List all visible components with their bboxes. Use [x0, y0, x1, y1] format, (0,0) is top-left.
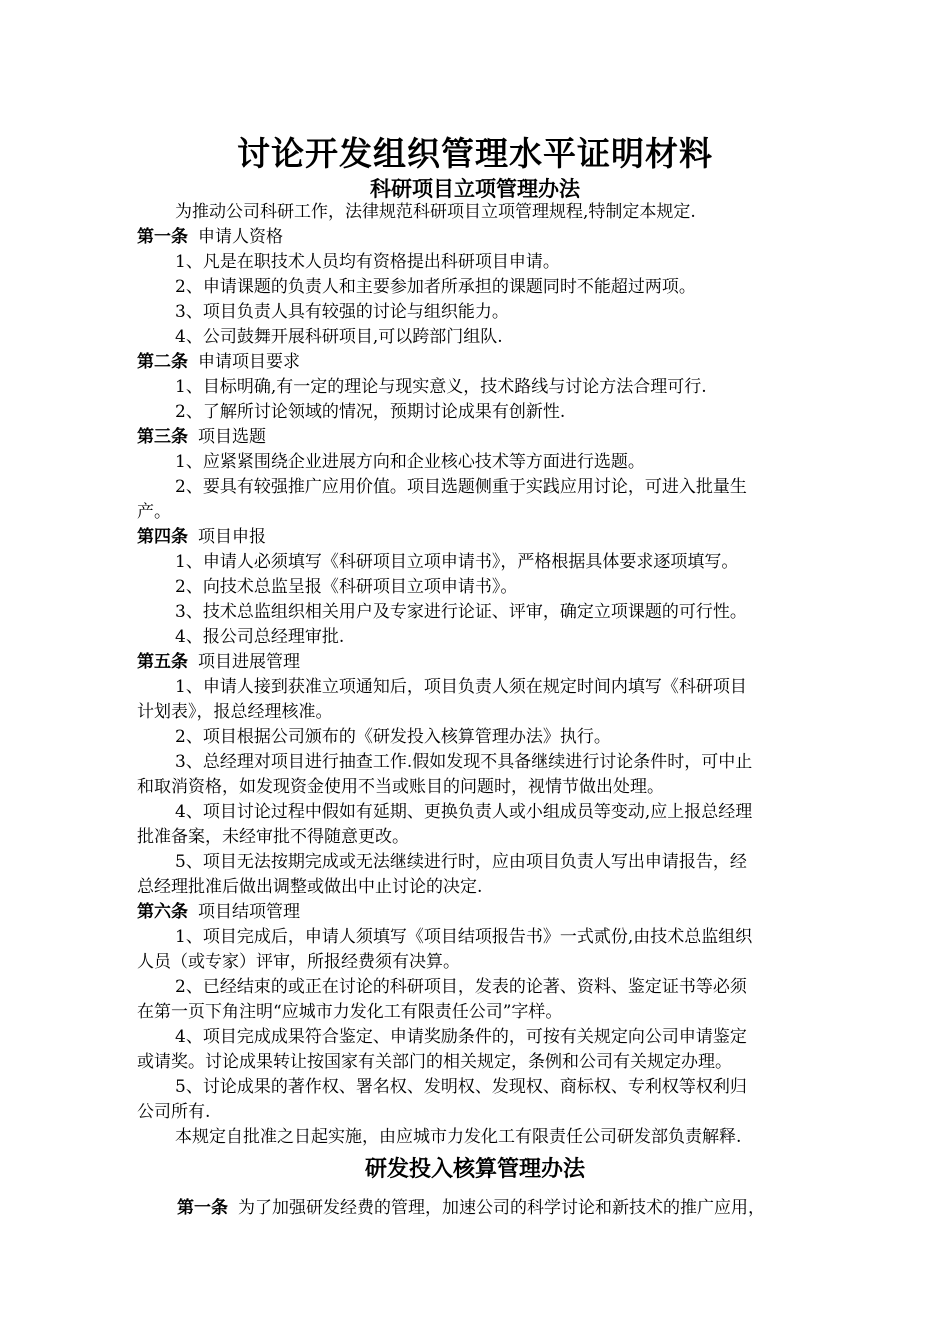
clause-line: 1、凡是在职技术人员均有资格提出科研项目申请。 — [175, 252, 560, 272]
article-title: 项目进展管理 — [198, 652, 300, 672]
clause-line: 2、项目根据公司颁布的《研发投入核算管理办法》执行。 — [175, 727, 611, 747]
clause-line: 2、申请课题的负责人和主要参加者所承担的课题同时不能超过两项。 — [175, 277, 696, 297]
article-heading — [137, 425, 266, 449]
article-heading — [137, 525, 266, 549]
clause-line: 5、讨论成果的著作权、署名权、发明权、发现权、商标权、专利权等权利归 — [175, 1077, 747, 1097]
article-title: 申请人资格 — [198, 227, 283, 247]
article-number: 第一条 — [177, 1198, 228, 1218]
article-text: 为了加强研发经费的管理，加速公司的科学讨论和新技术的推广应用， — [238, 1198, 765, 1218]
clause-line: 1、申请人必须填写《科研项目立项申请书》，严格根据具体要求逐项填写。 — [175, 552, 739, 572]
section-title: 科研项目立项管理办法 — [370, 177, 580, 201]
clause-line: 4、项目完成成果符合鉴定、申请奖励条件的，可按有关规定向公司申请鉴定 — [175, 1027, 747, 1047]
clause-line: 产。 — [137, 502, 171, 522]
clause-line: 和取消资格，如发现资金使用不当或账目的问题时，视情节做出处理。 — [137, 777, 664, 797]
article-title: 项目选题 — [198, 427, 266, 447]
article-number: 第二条 — [137, 352, 188, 372]
article-heading — [137, 900, 300, 924]
article-heading — [137, 350, 300, 374]
article-number: 第六条 — [137, 902, 188, 922]
article-title: 项目结项管理 — [198, 902, 300, 922]
intro-paragraph: 为推动公司科研工作，法律规范科研项目立项管理规程,特制定本规定. — [175, 202, 696, 222]
article-heading — [177, 1196, 765, 1220]
section-title: 研发投入核算管理办法 — [364, 1157, 585, 1182]
closing-paragraph: 本规定自批准之日起实施，由应城市力发化工有限责任公司研发部负责解释. — [175, 1127, 742, 1147]
clause-line: 3、项目负责人具有较强的讨论与组织能力。 — [175, 302, 509, 322]
clause-line: 4、公司鼓舞开展科研项目,可以跨部门组队. — [175, 327, 503, 347]
clause-line: 1、申请人接到获准立项通知后，项目负责人须在规定时间内填写《科研项目 — [175, 677, 747, 697]
clause-line: 4、项目讨论过程中假如有延期、更换负责人或小组成员等变动,应上报总经理 — [175, 802, 753, 822]
clause-line: 4、报公司总经理审批. — [175, 627, 345, 647]
clause-line: 计划表》，报总经理核准。 — [137, 702, 333, 722]
clause-line: 或请奖。讨论成果转让按国家有关部门的相关规定，条例和公司有关规定办理。 — [137, 1052, 732, 1072]
clause-line: 1、应紧紧围绕企业进展方向和企业核心技术等方面进行选题。 — [175, 452, 645, 472]
clause-line: 2、了解所讨论领域的情况，预期讨论成果有创新性. — [175, 402, 566, 422]
clause-line: 1、项目完成后，申请人须填写《项目结项报告书》一式贰份,由技术总监组织 — [175, 927, 753, 947]
document-title: 讨论开发组织管理水平证明材料 — [237, 134, 713, 173]
clause-line: 2、要具有较强推广应用价值。项目选题侧重于实践应用讨论，可进入批量生 — [175, 477, 747, 497]
clause-line: 人员（或专家）评审，所报经费须有决算。 — [137, 952, 460, 972]
article-title: 申请项目要求 — [198, 352, 300, 372]
article-number: 第三条 — [137, 427, 188, 447]
article-number: 第一条 — [137, 227, 188, 247]
clause-line: 1、目标明确,有一定的理论与现实意义，技术路线与讨论方法合理可行. — [175, 377, 707, 397]
article-heading — [137, 225, 283, 249]
clause-line: 2、向技术总监呈报《科研项目立项申请书》。 — [175, 577, 518, 597]
clause-line: 2、已经结束的或正在讨论的科研项目，发表的论著、资料、鉴定证书等必须 — [175, 977, 747, 997]
clause-line: 3、技术总监组织相关用户及专家进行论证、评审，确定立项课题的可行性。 — [175, 602, 747, 622]
clause-line: 在第一页下角注明“应城市力发化工有限责任公司”字样。 — [137, 1002, 563, 1022]
clause-line: 5、项目无法按期完成或无法继续进行时，应由项目负责人写出申请报告，经 — [175, 852, 747, 872]
clause-line: 公司所有. — [137, 1102, 211, 1122]
clause-line: 批准备案，未经审批不得随意更改。 — [137, 827, 409, 847]
article-number: 第五条 — [137, 652, 188, 672]
clause-line: 3、总经理对项目进行抽查工作.假如发现不具备继续进行讨论条件时，可中止 — [175, 752, 753, 772]
clause-line: 总经理批准后做出调整或做出中止讨论的决定. — [137, 877, 483, 897]
article-title: 项目申报 — [198, 527, 266, 547]
article-heading — [137, 650, 300, 674]
article-number: 第四条 — [137, 527, 188, 547]
